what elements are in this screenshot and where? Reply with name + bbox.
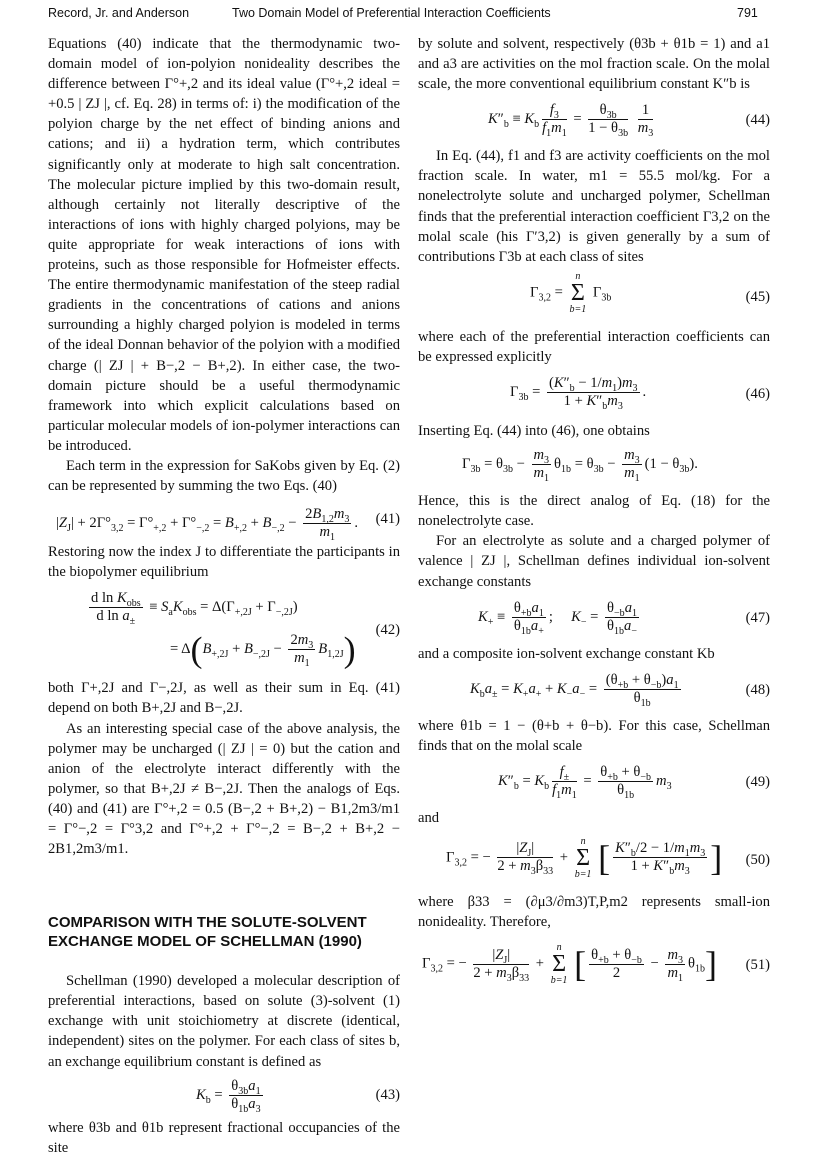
- equation-47: $K_+$ ≡ $\frac{\theta_{+b}a_1}{\theta_{1b}a_+}$ ; $K_-$ = $\frac{\theta_{-b}a_1}{\theta_{1b}a_-}$ (47): [478, 599, 770, 637]
- equation-number: (41): [375, 511, 400, 528]
- equation-42: d $\ln K_{obs}$ d $\ln a_\pm$ ≡ $S_aK_{obs} = \Delta(\Gamma_{+,2J} + \Gamma_{-,2J})$ = $\Delta(B_{+,2J} + B_{-,2J}$ − $\frac{2m_3}{m_1}$ $B_{1,2J}$) (42): [91, 590, 400, 670]
- equation-number: (50): [745, 851, 770, 868]
- equation-number: (48): [745, 681, 770, 698]
- equation-44: $K''_b \equiv K_b$ $\frac{f_3}{f_1m_1}$ = $\frac{\theta_{3b}}{1 - \theta_{3b}}$ $\frac{1}{m_3}$ (44): [488, 102, 770, 140]
- equation-number: (44): [745, 112, 770, 129]
- left-column: [48, 34, 400, 1158]
- equation-number: (45): [745, 288, 770, 305]
- equation-number: (42): [375, 622, 400, 639]
- paragraph: where β33 = (∂μ3/∂m3)T,P,m2 represents small-ion nonideality. Therefore,: [418, 893, 770, 931]
- equation-number: (43): [375, 1086, 400, 1103]
- paragraph: both Γ+,2J and Γ−,2J, as well as their sum in Eq. (41) depend on both B+,2J and B−,2J.: [48, 680, 400, 717]
- running-head-authors: Record, Jr. and Anderson: [48, 6, 190, 20]
- paragraph: and a composite ion-solvent exchange constant Kb: [418, 645, 715, 662]
- equation-50: $\Gamma_{3,2}$ = − $\frac{|Z_J|}{2 + m_3\beta_{33}}$ + n Σ b=1 [ $\frac{K''_b/2 - 1/m_1m_3}{1 + K''_bm_3}$ ] (50): [446, 835, 770, 880]
- paragraph: and: [418, 809, 440, 826]
- equation-41: $|Z_J| + 2\Gamma^\circ_{3,2} = \Gamma^\circ_{+,2} + \Gamma^\circ_{-,2} = B_{+,2} + B_{-,2}$ − $\frac{2B_{1,2}m_3}{m_1}$ . (41): [56, 506, 400, 544]
- equation-51: $\Gamma_{3,2}$ = − $\frac{|Z_J|}{2 + m_3\beta_{33}}$ + n Σ b=1 [ $\frac{\theta_{+b} + \theta_{-b}}{2}$ − $\frac{m_3}{m_1}$ $\theta_{1b}$] (51): [422, 942, 770, 987]
- page-number: 791: [737, 6, 758, 20]
- paragraph: where θ3b and θ1b represent fractional occupancies of the site: [48, 1119, 400, 1156]
- paragraph: where each of the preferential interaction coefficients can be expressed explicitly: [418, 328, 770, 365]
- paragraph: Hence, this is the direct analog of Eq. (18) for the nonelectrolyte case.: [418, 493, 770, 530]
- section-heading: COMPARISON WITH THE SOLUTE-SOLVENT EXCHANGE MODEL OF SCHELLMAN (1990): [48, 914, 367, 951]
- paragraph: Equations (40) indicate that the thermodynamic two-domain model of ion-polyion nonideality describes the difference between Γ°+,2 and its ideal value (Γ°+,2 ideal = +0.5 | ZJ |, cf. Eq. 28) in terms of: i) the modification of the polyion charge by the net effect of binding anions and cations; and ii) a hydration term, which contributes significantly only at moderate to high salt concentration. The molecular picture implied by this two-domain result, although certainly not literally descriptive of the interactions of ions with highly charged polyions, may be quite appropriate for weak interactions of ions with proteins, such as those responsible for Hofmeister effects. The entire thermodynamic manifestation of the steep radial gradients in the concentrations of cations and anions surrounding a highly charged polyion is modeled in terms of the ideal Donnan behavior of the polyion with a modified charge (| ZJ | + B−,2 − B+,2). In either case, the two-domain picture should be a useful thermodynamic framework into which explicit calculations based on particular molecular models of ion-polymer interactions can be introduced.: [48, 36, 400, 454]
- equation-number: (47): [745, 609, 770, 626]
- paragraph: by solute and solvent, respectively (θ3b + θ1b = 1) and a1 and a3 are activities on the mol fraction scale. On the molal scale, the more conventional equilibrium constant K″b is: [418, 36, 770, 93]
- paragraph: Schellman (1990) developed a molecular description of preferential interactions, based on solute (3)-solvent (1) exchange with unit stoichiometry at discrete (identical, independent) sites on the polymer. For each class of sites b, an exchange equilibrium constant is defined as: [48, 973, 400, 1070]
- equation-43: $K_b$ = $\frac{\theta_{3b}a_1}{\theta_{1b}a_3}$ (43): [196, 1077, 400, 1115]
- equation-number: (49): [745, 773, 770, 790]
- paragraph: Inserting Eq. (44) into (46), one obtains: [418, 423, 650, 440]
- paragraph: As an interesting special case of the above analysis, the polymer may be uncharged (| ZJ | = 0) but the cation and anion of the electrolyte interact differently with the polymer, so that B+,2J ≠ B−,2J. Then the analogs of Eqs. (40) and (41) are Γ°+,2 = 0.5 (B−,2 + B+,2) − B1,2m3/m1 = Γ°−,2 = Γ°3,2 and Γ°+,2 + Γ°−,2 = B−,2 + B+,2 − 2B1,2m3/m1.: [48, 720, 400, 858]
- equation-number: (46): [745, 385, 770, 402]
- equation-48: $K_ba_\pm = K_+a_+ + K_-a_-$ = $\frac{(\theta_{+b} + \theta_{-b})a_1}{\theta_{1b}}$ (48): [470, 671, 770, 709]
- paragraph: For an electrolyte as solute and a charged polymer of valence | ZJ |, Schellman defines individual ion-solvent exchange constants: [418, 533, 770, 590]
- paragraph: where θ1b = 1 − (θ+b + θ−b). For this case, Schellman finds that on the molal scale: [418, 717, 770, 754]
- equation-45: $\Gamma_{3,2}$ = n Σ b=1 $\Gamma_{3b}$ (45): [530, 270, 770, 315]
- paragraph: In Eq. (44), f1 and f3 are activity coefficients on the mol fraction scale. In water, m1 = 55.5 mol/kg. For a nonelectrolyte solute and uncharged polymer, Schellman finds that the preferential interaction coefficient Γ3,2 on the molal scale (his Γ′3,2) is given generally by a sum of contributions Γ3b at each class of sites: [418, 148, 770, 265]
- paragraph: Restoring now the index J to differentiate the participants in the biopolymer equilibrium: [48, 544, 400, 581]
- equation-unnumbered: $\Gamma_{3b} = \theta_{3b}$ − $\frac{m_3}{m_1}$ $\theta_{1b} = \theta_{3b}$ − $\frac{m_3}{m_1}$ $(1 - \theta_{3b})$.: [462, 447, 698, 485]
- running-head-title: Two Domain Model of Preferential Interaction Coefficients: [232, 6, 551, 20]
- right-column: [418, 34, 770, 998]
- equation-46: $\Gamma_{3b}$ = $\frac{(K''_b - 1/m_1)m_3}{1 + K''_bm_3}$ . (46): [510, 375, 770, 412]
- paragraph: Each term in the expression for SaKobs given by Eq. (2) can be represented by summing the two Eqs. (40): [48, 457, 400, 495]
- equation-49: $K''_b = K_b$ $\frac{f_\pm}{f_1m_1}$ = $\frac{\theta_{+b} + \theta_{-b}}{\theta_{1b}}$ $m_3$ (49): [498, 763, 770, 801]
- equation-number: (51): [745, 957, 770, 974]
